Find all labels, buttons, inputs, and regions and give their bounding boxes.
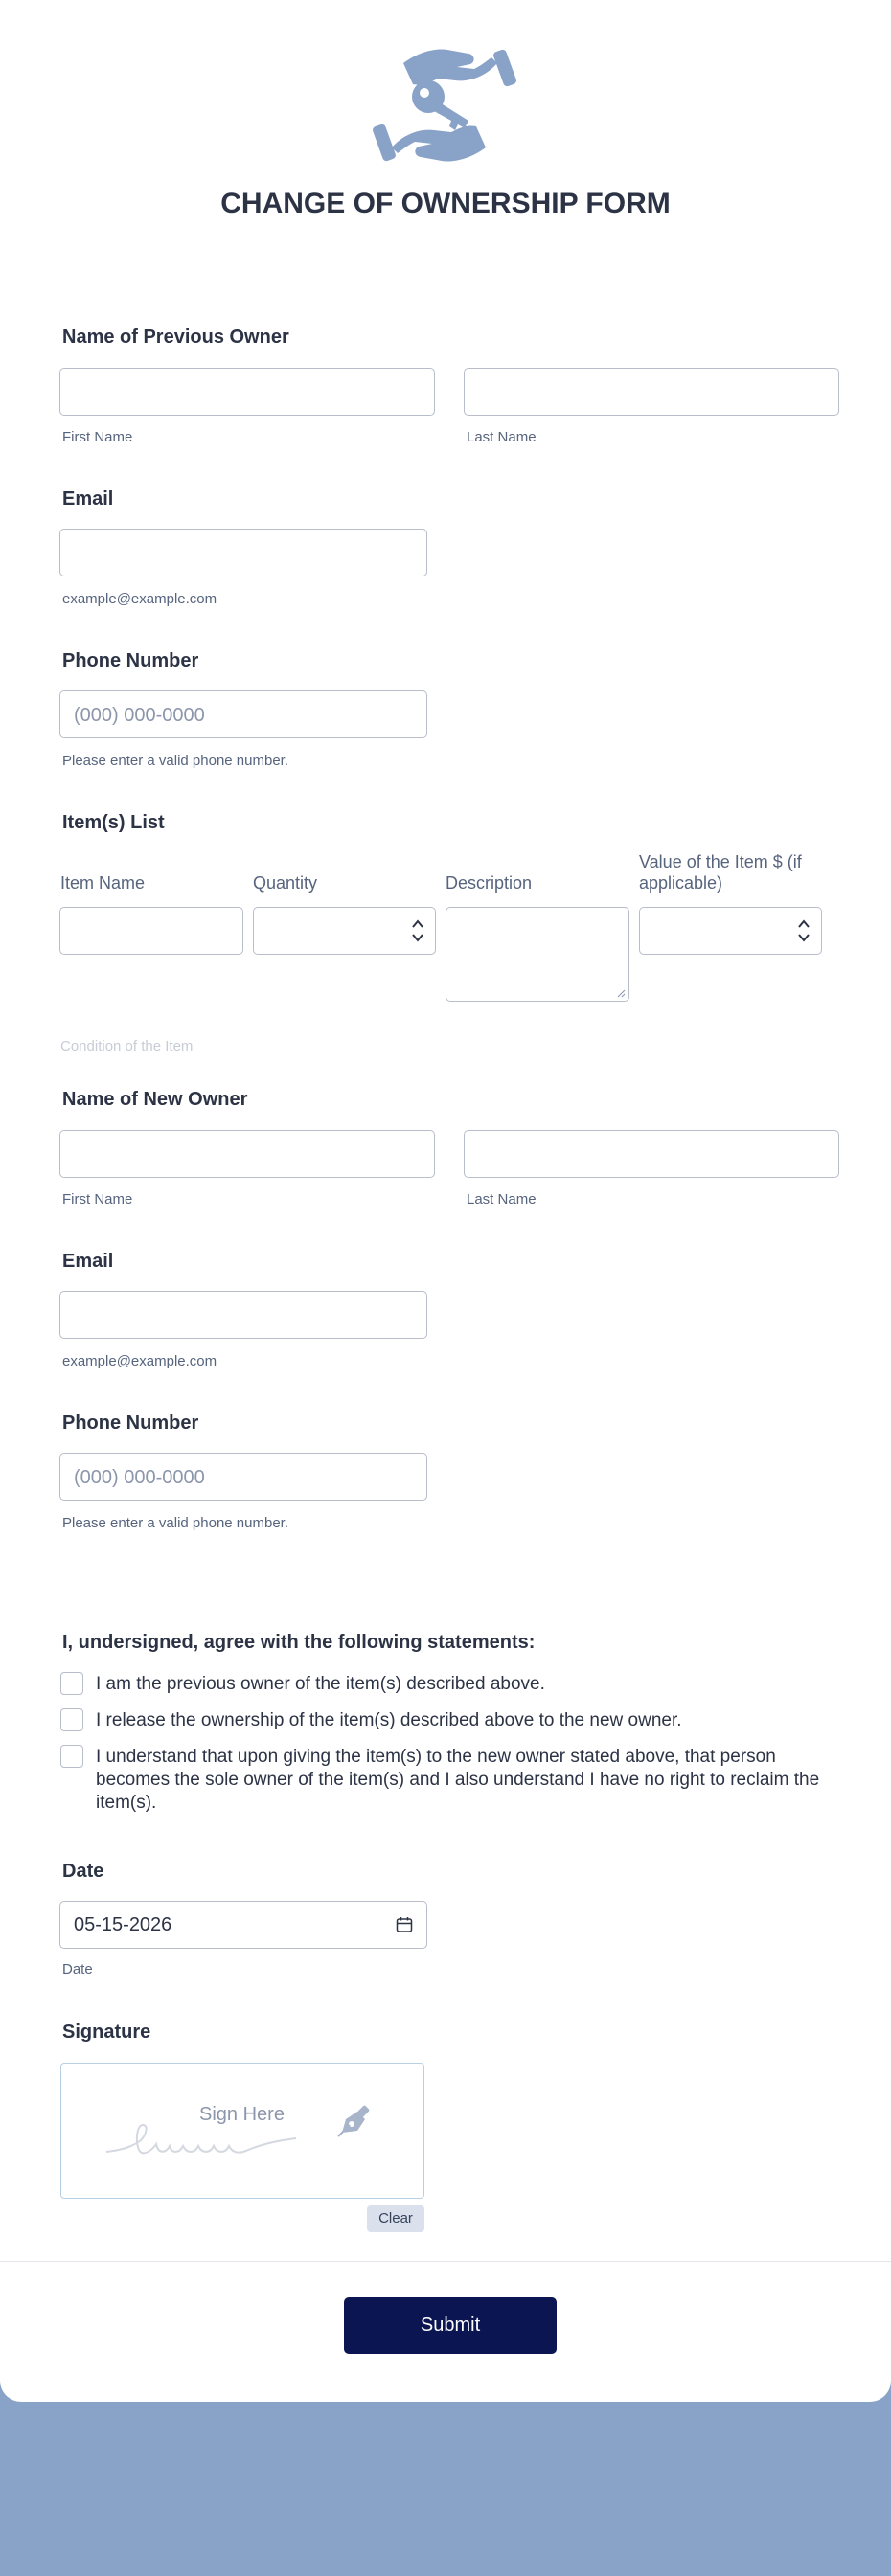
previous-first-name-input[interactable] bbox=[59, 368, 435, 416]
item-value-input[interactable] bbox=[639, 907, 822, 955]
pen-nib-icon bbox=[334, 2104, 373, 2138]
date-input[interactable] bbox=[59, 1901, 427, 1949]
items-col-item-name: Item Name bbox=[60, 873, 146, 893]
items-list-label: Item(s) List bbox=[62, 812, 165, 833]
agreement-label: I, undersigned, agree with the following statements: bbox=[62, 1632, 536, 1653]
previous-phone-input[interactable] bbox=[59, 690, 427, 738]
agreement-statement-2: I release the ownership of the item(s) described above to the new owner. bbox=[96, 1710, 682, 1730]
value-stepper-icon[interactable] bbox=[796, 916, 811, 945]
new-phone-sublabel: Please enter a valid phone number. bbox=[62, 1515, 288, 1531]
previous-email-sublabel: example@example.com bbox=[62, 591, 217, 607]
signature-pad[interactable] bbox=[60, 2063, 424, 2199]
previous-owner-label: Name of Previous Owner bbox=[62, 327, 289, 348]
agreement-statement-3: I understand that upon giving the item(s) to the new owner stated above, that person becomes the sole owner of the item(s) and I also understand I have no right to reclaim the item(s). bbox=[96, 1747, 820, 1813]
agreement-checkbox-3[interactable] bbox=[60, 1745, 83, 1768]
previous-phone-label: Phone Number bbox=[62, 650, 199, 671]
new-owner-label: Name of New Owner bbox=[62, 1089, 248, 1110]
agreement-statement-1: I am the previous owner of the item(s) described above. bbox=[96, 1674, 545, 1694]
items-col-quantity: Quantity bbox=[253, 873, 318, 893]
signature-scribble bbox=[104, 2112, 344, 2159]
date-label: Date bbox=[62, 1861, 104, 1882]
footer-divider bbox=[0, 2261, 891, 2262]
previous-last-name-input[interactable] bbox=[464, 368, 839, 416]
date-sublabel: Date bbox=[62, 1961, 93, 1977]
calendar-icon[interactable] bbox=[396, 1916, 413, 1933]
new-email-label: Email bbox=[62, 1251, 114, 1272]
item-name-input[interactable] bbox=[59, 907, 243, 955]
date-value: 05-15-2026 bbox=[74, 1914, 172, 1935]
new-first-name-sublabel: First Name bbox=[62, 1191, 133, 1208]
item-description-textarea[interactable] bbox=[446, 907, 629, 1002]
item-quantity-input[interactable] bbox=[253, 907, 436, 955]
agreement-checkbox-1[interactable] bbox=[60, 1672, 83, 1695]
new-phone-input[interactable] bbox=[59, 1453, 427, 1501]
new-phone-placeholder: (000) 000-0000 bbox=[74, 1467, 205, 1488]
previous-email-input[interactable] bbox=[59, 529, 427, 576]
resize-handle-icon[interactable] bbox=[616, 988, 626, 998]
signature-clear-button[interactable]: Clear bbox=[367, 2205, 424, 2232]
items-cut-label: Condition of the Item bbox=[60, 1038, 194, 1054]
submit-button[interactable]: Submit bbox=[344, 2297, 557, 2354]
quantity-stepper-icon[interactable] bbox=[410, 916, 425, 945]
new-email-sublabel: example@example.com bbox=[62, 1353, 217, 1369]
previous-email-label: Email bbox=[62, 488, 114, 509]
items-col-value: Value of the Item $ (if applicable) bbox=[639, 852, 802, 893]
previous-last-name-sublabel: Last Name bbox=[467, 429, 537, 445]
items-col-description: Description bbox=[446, 873, 533, 893]
hands-key-icon bbox=[369, 44, 520, 167]
new-phone-label: Phone Number bbox=[62, 1412, 199, 1434]
new-email-input[interactable] bbox=[59, 1291, 427, 1339]
signature-label: Signature bbox=[62, 2022, 151, 2043]
signature-placeholder: Sign Here bbox=[199, 2104, 285, 2125]
previous-first-name-sublabel: First Name bbox=[62, 429, 133, 445]
previous-phone-placeholder: (000) 000-0000 bbox=[74, 705, 205, 726]
previous-phone-sublabel: Please enter a valid phone number. bbox=[62, 753, 288, 769]
agreement-checkbox-2[interactable] bbox=[60, 1708, 83, 1731]
form-title: CHANGE OF OWNERSHIP FORM bbox=[220, 188, 671, 219]
new-last-name-sublabel: Last Name bbox=[467, 1191, 537, 1208]
new-last-name-input[interactable] bbox=[464, 1130, 839, 1178]
new-first-name-input[interactable] bbox=[59, 1130, 435, 1178]
